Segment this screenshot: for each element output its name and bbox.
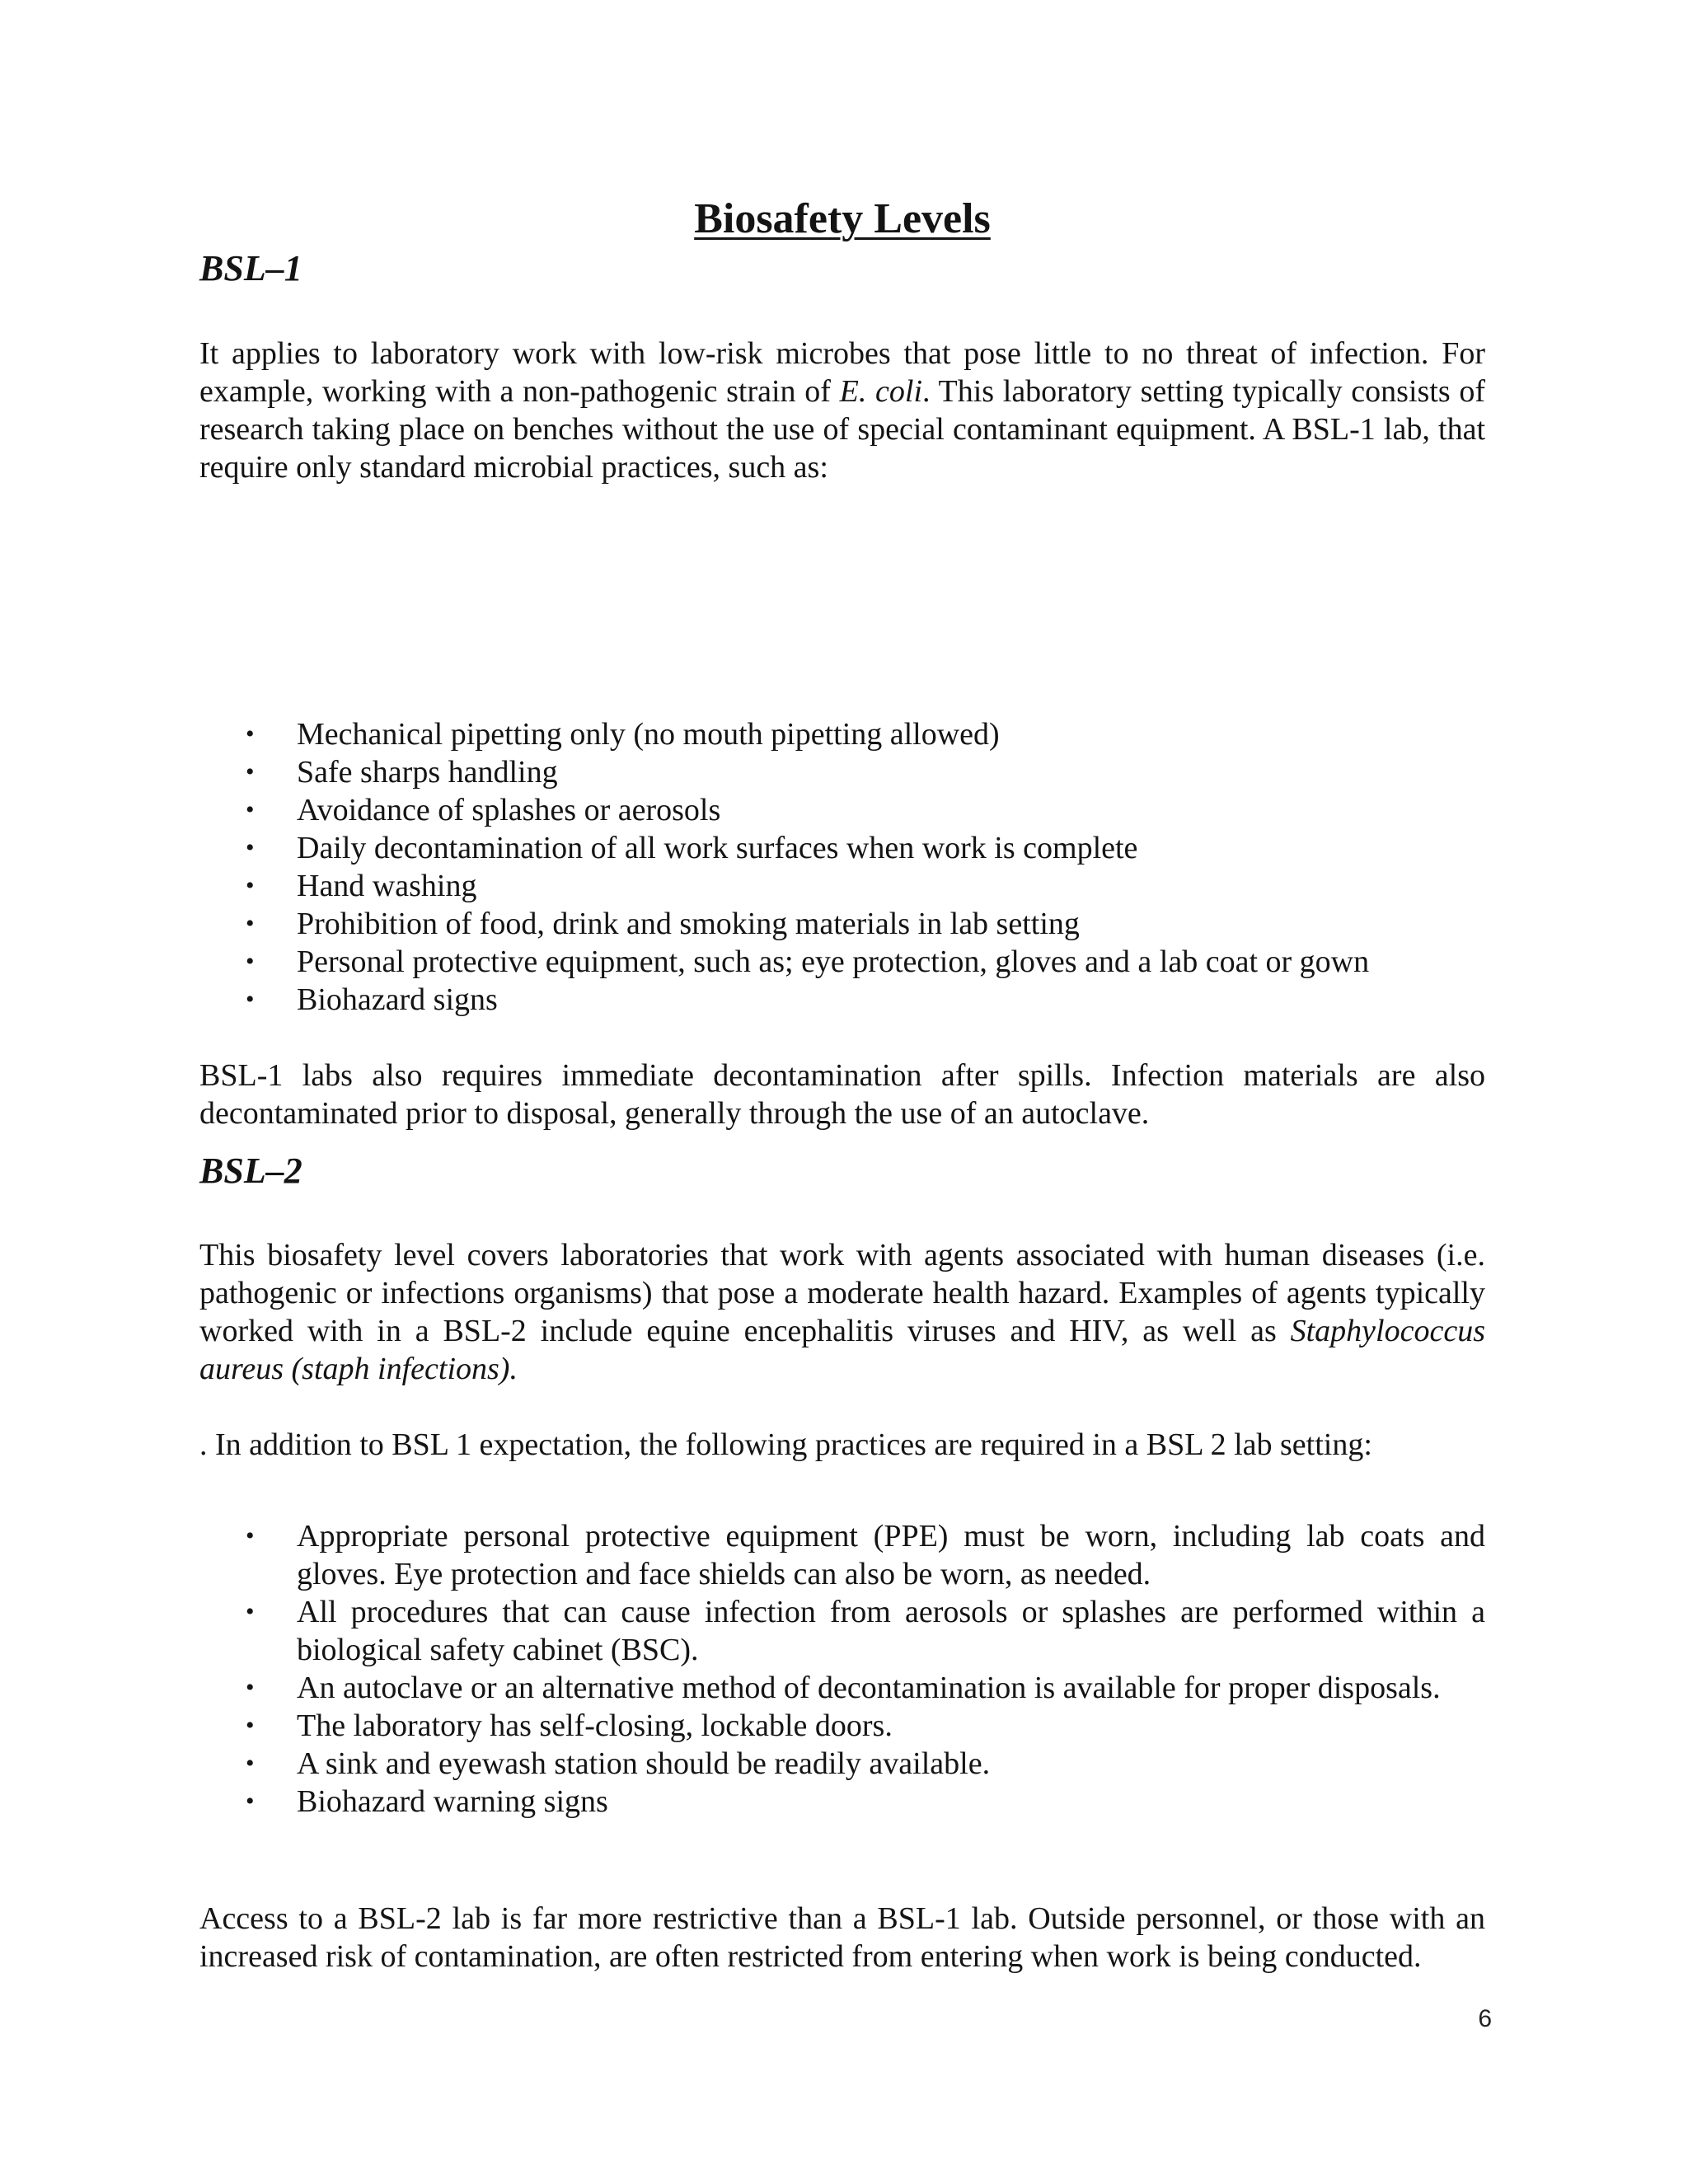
- list-item-text: Biohazard warning signs: [297, 1784, 608, 1819]
- list-item-text: Hand washing: [297, 869, 477, 903]
- bsl1-heading: BSL–1: [199, 248, 302, 288]
- list-item-text: Safe sharps handling: [297, 755, 558, 790]
- page-number: 6: [1478, 2005, 1492, 2032]
- bullet-icon: •: [246, 1750, 255, 1777]
- list-item-text: All procedures that can cause infection from aerosols or splashes are performed within a biological safety cabinet (BSC).: [297, 1595, 1485, 1667]
- bsl2-intro-organism: Staphylococcus aureus (staph infections).: [199, 1314, 1485, 1386]
- bullet-icon: •: [246, 910, 255, 937]
- list-item: [199, 905, 1485, 943]
- list-item: [199, 753, 1485, 791]
- list-item-text: Biohazard signs: [297, 982, 498, 1017]
- bullet-icon: •: [246, 758, 255, 785]
- bullet-icon: •: [246, 1674, 255, 1701]
- bsl1-practices-list: [199, 715, 1485, 1019]
- bsl1-closing-paragraph: BSL-1 labs also requires immediate decontamination after spills. Infection materials are also decontaminated prior to disposal, generally through the use of an autoclave.: [199, 1058, 1485, 1131]
- list-item-text: An autoclave or an alternative method of decontamination is available for proper disposals.: [297, 1671, 1441, 1705]
- bsl1-intro-paragraph: [199, 335, 1485, 486]
- list-item: [199, 791, 1485, 829]
- bullet-icon: •: [246, 796, 255, 823]
- list-item: [199, 715, 1485, 753]
- list-item-text: Prohibition of food, drink and smoking materials in lab setting: [297, 907, 1080, 941]
- list-item: [199, 1669, 1485, 1707]
- bullet-icon: •: [246, 834, 255, 861]
- bsl2-practices-list: [199, 1517, 1485, 1821]
- list-item-text: Avoidance of splashes or aerosols: [297, 793, 721, 827]
- list-item: [199, 1593, 1485, 1669]
- bsl2-intro-text: This biosafety level covers laboratories that work with agents associated with human diseases (i.e. pathogenic or infections organisms) that pose a moderate health hazard. Examples of agents typically worked with in a BSL-2 include equine encephalitis viruses and HIV, as well as: [199, 1238, 1485, 1348]
- list-item: [199, 981, 1485, 1019]
- bullet-icon: •: [246, 1598, 255, 1625]
- bullet-icon: •: [246, 872, 255, 899]
- bullet-icon: •: [246, 1522, 255, 1549]
- list-item: [199, 1745, 1485, 1783]
- page-title: Biosafety Levels: [694, 195, 991, 242]
- bsl2-addition-paragraph: . In addition to BSL 1 expectation, the following practices are required in a BSL 2 lab setting:: [199, 1427, 1372, 1462]
- bsl1-intro-text-cont: . This laboratory setting typically consists of research taking place on benches without the use of special contaminant equipment. A BSL-1 lab, that require only standard microbial practices, such as:: [199, 374, 1485, 485]
- bsl1-intro-organism: E. coli: [839, 374, 922, 409]
- list-item-text: Daily decontamination of all work surfaces when work is complete: [297, 831, 1138, 865]
- list-item: [199, 1517, 1485, 1593]
- bullet-icon: •: [246, 720, 255, 748]
- list-item-text: Appropriate personal protective equipment (PPE) must be worn, including lab coats and gloves. Eye protection and face shields can also be worn, as needed.: [297, 1519, 1485, 1591]
- bullet-icon: •: [246, 1712, 255, 1739]
- bsl2-heading: BSL–2: [199, 1151, 302, 1191]
- list-item-text: The laboratory has self-closing, lockable doors.: [297, 1708, 893, 1743]
- list-item: [199, 1707, 1485, 1745]
- bullet-icon: •: [246, 986, 255, 1013]
- bullet-icon: •: [246, 948, 255, 975]
- bullet-icon: •: [246, 1788, 255, 1815]
- bsl2-closing-paragraph: Access to a BSL-2 lab is far more restrictive than a BSL-1 lab. Outside personnel, or those with an increased risk of contamination, are often restricted from entering when work is being conducted.: [199, 1901, 1485, 1974]
- list-item-text: A sink and eyewash station should be readily available.: [297, 1746, 991, 1781]
- list-item: [199, 1783, 1485, 1821]
- list-item-text: Mechanical pipetting only (no mouth pipetting allowed): [297, 717, 1000, 752]
- list-item: [199, 943, 1485, 981]
- list-item: [199, 829, 1485, 867]
- bsl1-intro-text: It applies to laboratory work with low-risk microbes that pose little to no threat of infection. For example, working with a non-pathogenic strain of: [199, 336, 1485, 409]
- list-item: [199, 867, 1485, 905]
- bsl2-intro-paragraph: [199, 1236, 1485, 1388]
- list-item-text: Personal protective equipment, such as; eye protection, gloves and a lab coat or gown: [297, 944, 1370, 979]
